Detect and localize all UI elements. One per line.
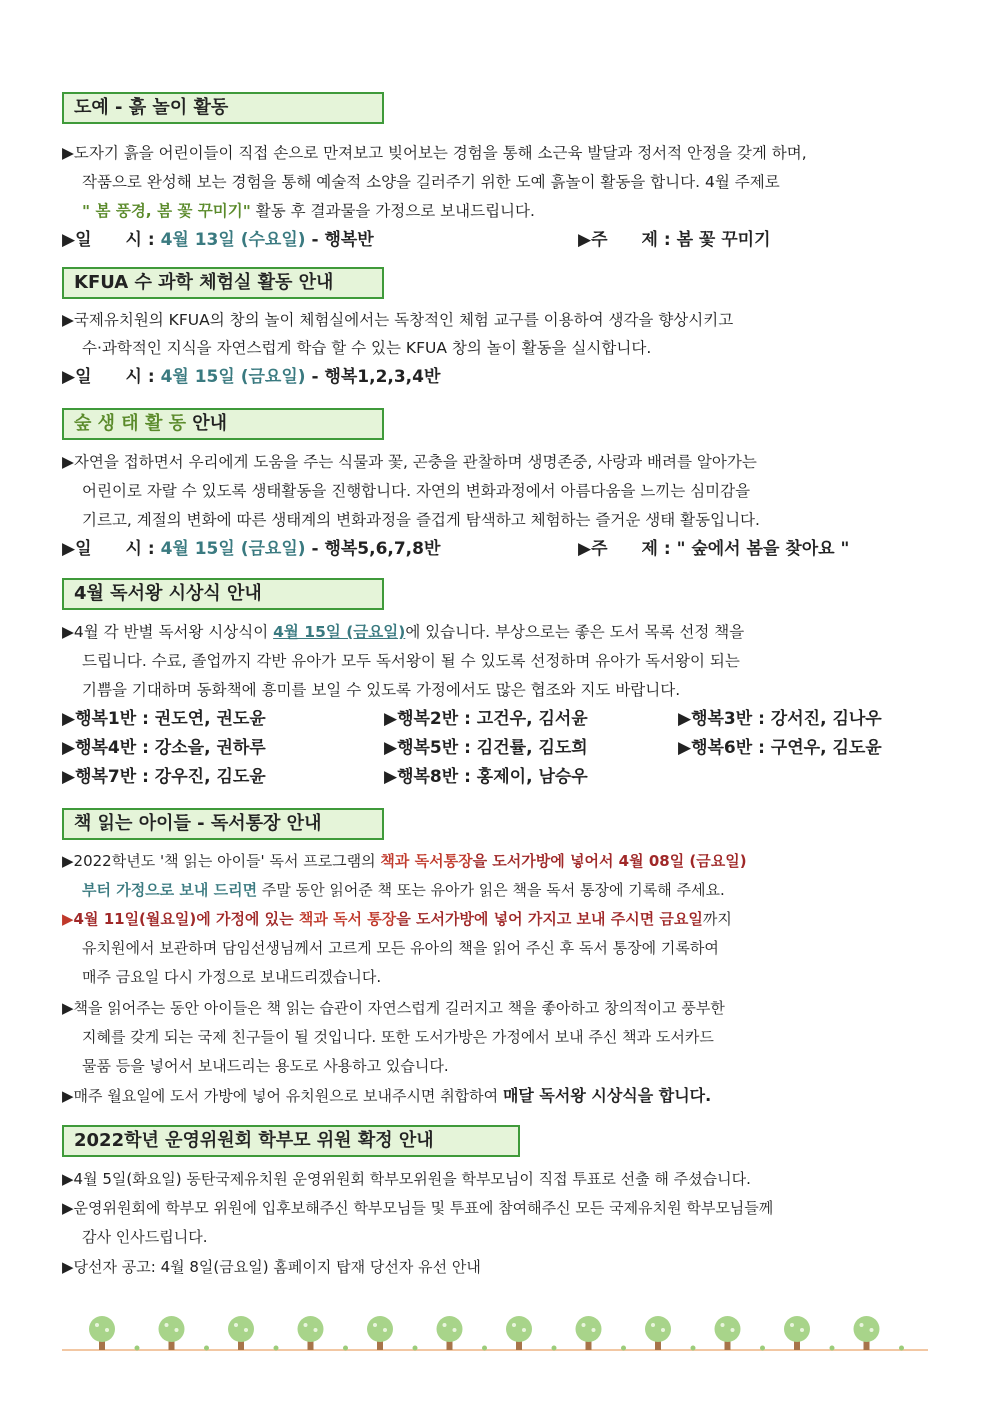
section-header-reading-passbook: 책 읽는 아이들 - 독서통장 안내: [62, 808, 384, 840]
tree-icon: [645, 1316, 696, 1351]
paragraph-line: 드립니다. 수료, 졸업까지 각반 유아가 모두 독서왕이 될 수 있도록 선정하며 유아가 독서왕이 되는: [82, 652, 740, 670]
paragraph-line: ▶도자기 흙을 어린이들이 직접 손으로 만져보고 빚어보는 경험을 통해 소근육 발달과 정서적 안정을 갖게 하며,: [62, 144, 807, 162]
winner-item: ▶행복3반 : 강서진, 김나우: [678, 709, 882, 729]
paragraph-line: ▶책을 읽어주는 동안 아이들은 책 읽는 습관이 자연스럽게 길러지고 책을 좋아하고 창의적이고 풍부한: [62, 999, 725, 1017]
paragraph-line: ▶4월 11일(월요일)에 가정에 있는 책과 독서 통장을 도서가방에 넣어 가지고 보내 주시면 금요일까지: [62, 910, 732, 928]
paragraph-line: 물품 등을 넣어서 보내드리는 용도로 사용하고 있습니다.: [82, 1057, 449, 1075]
tree-icon: [437, 1316, 488, 1351]
section-header-forest: 숲 생 태 활 동 안내: [62, 408, 384, 440]
winner-item: ▶행복7반 : 강우진, 김도윤: [62, 767, 266, 787]
paragraph-line: 어린이로 자랄 수 있도록 생태활동을 진행합니다. 자연의 변화과정에서 아름다움을 느끼는 심미감을: [82, 482, 751, 500]
winner-item: ▶행복5반 : 김건률, 김도희: [384, 738, 588, 758]
paragraph-line: ▶4월 각 반별 독서왕 시상식이 4월 15일 (금요일)에 있습니다. 부상으로는 좋은 도서 목록 선정 책을: [62, 623, 745, 641]
tree-icon: [576, 1316, 627, 1351]
section-header-pottery: 도예 - 흙 놀이 활동: [62, 92, 384, 124]
schedule-line: ▶일 시 : 4월 13일 (수요일) - 행복반: [62, 230, 374, 250]
paragraph-line: 감사 인사드립니다.: [82, 1228, 208, 1246]
tree-icon: [715, 1316, 766, 1351]
paragraph-line: ▶국제유치원의 KFUA의 창의 놀이 체험실에서는 독창적인 체험 교구를 이용하여 생각을 향상시키고: [62, 311, 734, 329]
paragraph-line: ▶자연을 접하면서 우리에게 도움을 주는 식물과 꽃, 곤충을 관찰하며 생명존중, 사랑과 배려를 알아가는: [62, 453, 757, 471]
paragraph-line: 매주 금요일 다시 가정으로 보내드리겠습니다.: [82, 968, 382, 986]
paragraph-line: 수·과학적인 지식을 자연스럽게 학습 할 수 있는 KFUA 창의 놀이 활동을 실시합니다.: [82, 339, 652, 357]
schedule-line: ▶일 시 : 4월 15일 (금요일) - 행복5,6,7,8반: [62, 539, 441, 559]
tree-icon: [159, 1316, 210, 1351]
paragraph-line: 기르고, 계절의 변화에 따른 생태계의 변화과정을 즐겁게 탐색하고 체험하는 즐거운 생태 활동입니다.: [82, 511, 760, 529]
theme-line: ▶주 제 : 봄 꽃 꾸미기: [578, 230, 771, 250]
tree-icon: [784, 1316, 835, 1351]
tree-icon: [854, 1316, 905, 1351]
tree-icon: [298, 1316, 349, 1351]
paragraph-line: ▶4월 5일(화요일) 동탄국제유치원 운영위원회 학부모위원을 학부모님이 직접 투표로 선출 해 주셨습니다.: [62, 1170, 751, 1188]
paragraph-line: 지혜를 갖게 되는 국제 친구들이 될 것입니다. 또한 도서가방은 가정에서 보내 주신 책과 도서카드: [82, 1028, 714, 1046]
section-header-reading-award: 4월 독서왕 시상식 안내: [62, 578, 384, 610]
paragraph-line: ▶2022학년도 '책 읽는 아이들' 독서 프로그램의 책과 독서통장을 도서가방에 넣어서 4월 08일 (금요일): [62, 852, 747, 870]
tree-border-decoration: [62, 1315, 928, 1355]
theme-line: ▶주 제 : " 숲에서 봄을 찾아요 ": [578, 539, 850, 559]
tree-icon: [89, 1316, 140, 1351]
schedule-line: ▶일 시 : 4월 15일 (금요일) - 행복1,2,3,4반: [62, 367, 441, 387]
paragraph-line: 작품으로 완성해 보는 경험을 통해 예술적 소양을 길러주기 위한 도예 흙놀이 활동을 합니다. 4월 주제로: [82, 173, 780, 191]
paragraph-line: " 봄 풍경, 봄 꽃 꾸미기" 활동 후 결과물을 가정으로 보내드립니다.: [82, 202, 535, 220]
section-header-kfua: KFUA 수 과학 체험실 활동 안내: [62, 267, 384, 299]
paragraph-line: ▶운영위원회에 학부모 위원에 입후보해주신 학부모님들 및 투표에 참여해주신 모든 국제유치원 학부모님들께: [62, 1199, 774, 1217]
paragraph-line: ▶매주 월요일에 도서 가방에 넣어 유치원으로 보내주시면 취합하여 매달 독서왕 시상식을 합니다.: [62, 1086, 712, 1105]
paragraph-line: 부터 가정으로 보내 드리면 주말 동안 읽어준 책 또는 유아가 읽은 책을 독서 통장에 기록해 주세요.: [82, 881, 725, 899]
winner-item: ▶행복6반 : 구연우, 김도윤: [678, 738, 882, 758]
paragraph-line: ▶당선자 공고: 4월 8일(금요일) 홈페이지 탑재 당선자 유선 안내: [62, 1258, 481, 1276]
section-header-committee: 2022학년 운영위원회 학부모 위원 확정 안내: [62, 1125, 520, 1157]
paragraph-line: 기쁨을 기대하며 동화책에 흥미를 보일 수 있도록 가정에서도 많은 협조와 지도 바랍니다.: [82, 681, 681, 699]
tree-icon: [228, 1316, 279, 1351]
winner-item: ▶행복4반 : 강소을, 권하루: [62, 738, 266, 758]
tree-icon: [506, 1316, 557, 1351]
winner-item: ▶행복8반 : 홍제이, 남승우: [384, 767, 588, 787]
winner-item: ▶행복1반 : 권도연, 권도윤: [62, 709, 266, 729]
tree-icon: [367, 1316, 418, 1351]
winner-item: ▶행복2반 : 고건우, 김서윤: [384, 709, 588, 729]
paragraph-line: 유치원에서 보관하며 담임선생님께서 고르게 모든 유아의 책을 읽어 주신 후 독서 통장에 기록하여: [82, 939, 719, 957]
